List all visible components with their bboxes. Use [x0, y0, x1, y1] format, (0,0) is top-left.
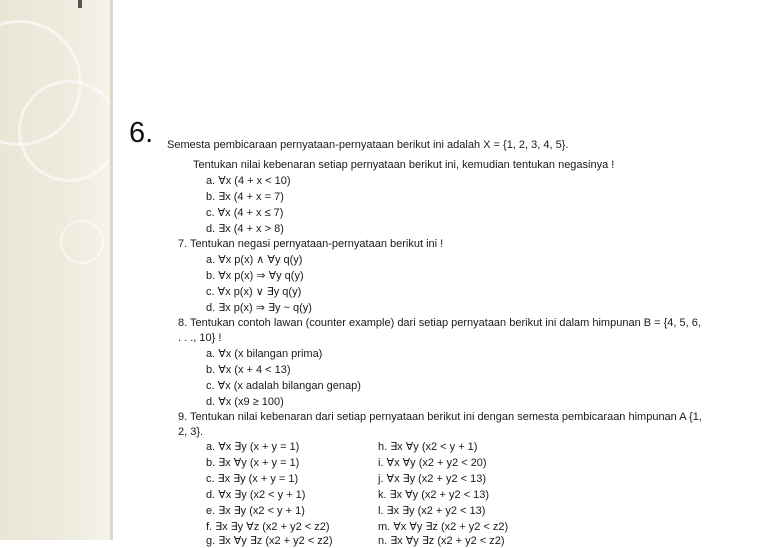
q8-title-cont: . . ., 10} ! [178, 332, 222, 344]
q9-right-item: n. ∃x ∀y ∃z (x2 + y2 < z2) [378, 535, 505, 547]
decorative-sidebar [0, 0, 112, 540]
q9-right-item: h. ∃x ∀y (x2 < y + 1) [378, 441, 478, 453]
q6-item: c. ∀x (4 + x ≤ 7) [206, 207, 284, 219]
q6-item: b. ∃x (4 + x = 7) [206, 191, 284, 203]
q7-item: c. ∀x p(x) ∨ ∃y q(y) [206, 286, 302, 298]
q9-left-item: b. ∃x ∀y (x + y = 1) [206, 457, 300, 469]
q9-right-item: i. ∀x ∀y (x2 + y2 < 20) [378, 457, 487, 469]
q8-item: a. ∀x (x bilangan prima) [206, 348, 323, 360]
q7-item: d. ∃x p(x) ⇒ ∃y ~ q(y) [206, 302, 312, 314]
q9-left-item: c. ∃x ∃y (x + y = 1) [206, 473, 299, 485]
q6-instruction: Tentukan nilai kebenaran setiap pernyataan berikut ini, kemudian tentukan negasinya ! [193, 159, 615, 171]
q9-title-cont: 2, 3}. [178, 426, 204, 438]
q9-left-item: a. ∀x ∃y (x + y = 1) [206, 441, 300, 453]
q8-title: 8. Tentukan contoh lawan (counter example) dari setiap pernyataan berikut ini dalam himpunan B = {4, 5, 6, [178, 317, 701, 329]
q9-title: 9. Tentukan nilai kebenaran dari setiap pernyataan berikut ini dengan semesta pembicaraan himpunan A {1, [178, 411, 702, 423]
q9-left-item: g. ∃x ∀y ∃z (x2 + y2 < z2) [206, 535, 333, 547]
sidebar-divider [110, 0, 113, 540]
q9-left-item: f. ∃x ∃y ∀z (x2 + y2 < z2) [206, 521, 330, 533]
q9-right-item: j. ∀x ∃y (x2 + y2 < 13) [378, 473, 487, 485]
q8-item: c. ∀x (x adalah bilangan genap) [206, 380, 361, 392]
q9-right-item: l. ∃x ∃y (x2 + y2 < 13) [378, 505, 486, 517]
q9-left-item: e. ∃x ∃y (x2 < y + 1) [206, 505, 305, 517]
decorative-circle [60, 220, 104, 264]
q7-item: a. ∀x p(x) ∧ ∀y q(y) [206, 254, 303, 266]
corner-mark [78, 0, 82, 8]
q7-title: 7. Tentukan negasi pernyataan-pernyataan berikut ini ! [178, 238, 444, 250]
intro-text: Semesta pembicaraan pernyataan-pernyataan berikut ini adalah X = {1, 2, 3, 4, 5}. [167, 139, 569, 151]
q9-right-item: k. ∃x ∀y (x2 + y2 < 13) [378, 489, 490, 501]
decorative-circle [18, 80, 112, 182]
q6-item: d. ∃x (4 + x > 8) [206, 223, 284, 235]
q9-left-item: d. ∀x ∃y (x2 < y + 1) [206, 489, 306, 501]
slide-number: 6. [129, 117, 154, 149]
q6-item: a. ∀x (4 + x < 10) [206, 175, 291, 187]
q7-item: b. ∀x p(x) ⇒ ∀y q(y) [206, 270, 304, 282]
q8-item: b. ∀x (x + 4 < 13) [206, 364, 291, 376]
q8-item: d. ∀x (x9 ≥ 100) [206, 396, 284, 408]
q9-right-item: m. ∀x ∀y ∃z (x2 + y2 < z2) [378, 521, 509, 533]
